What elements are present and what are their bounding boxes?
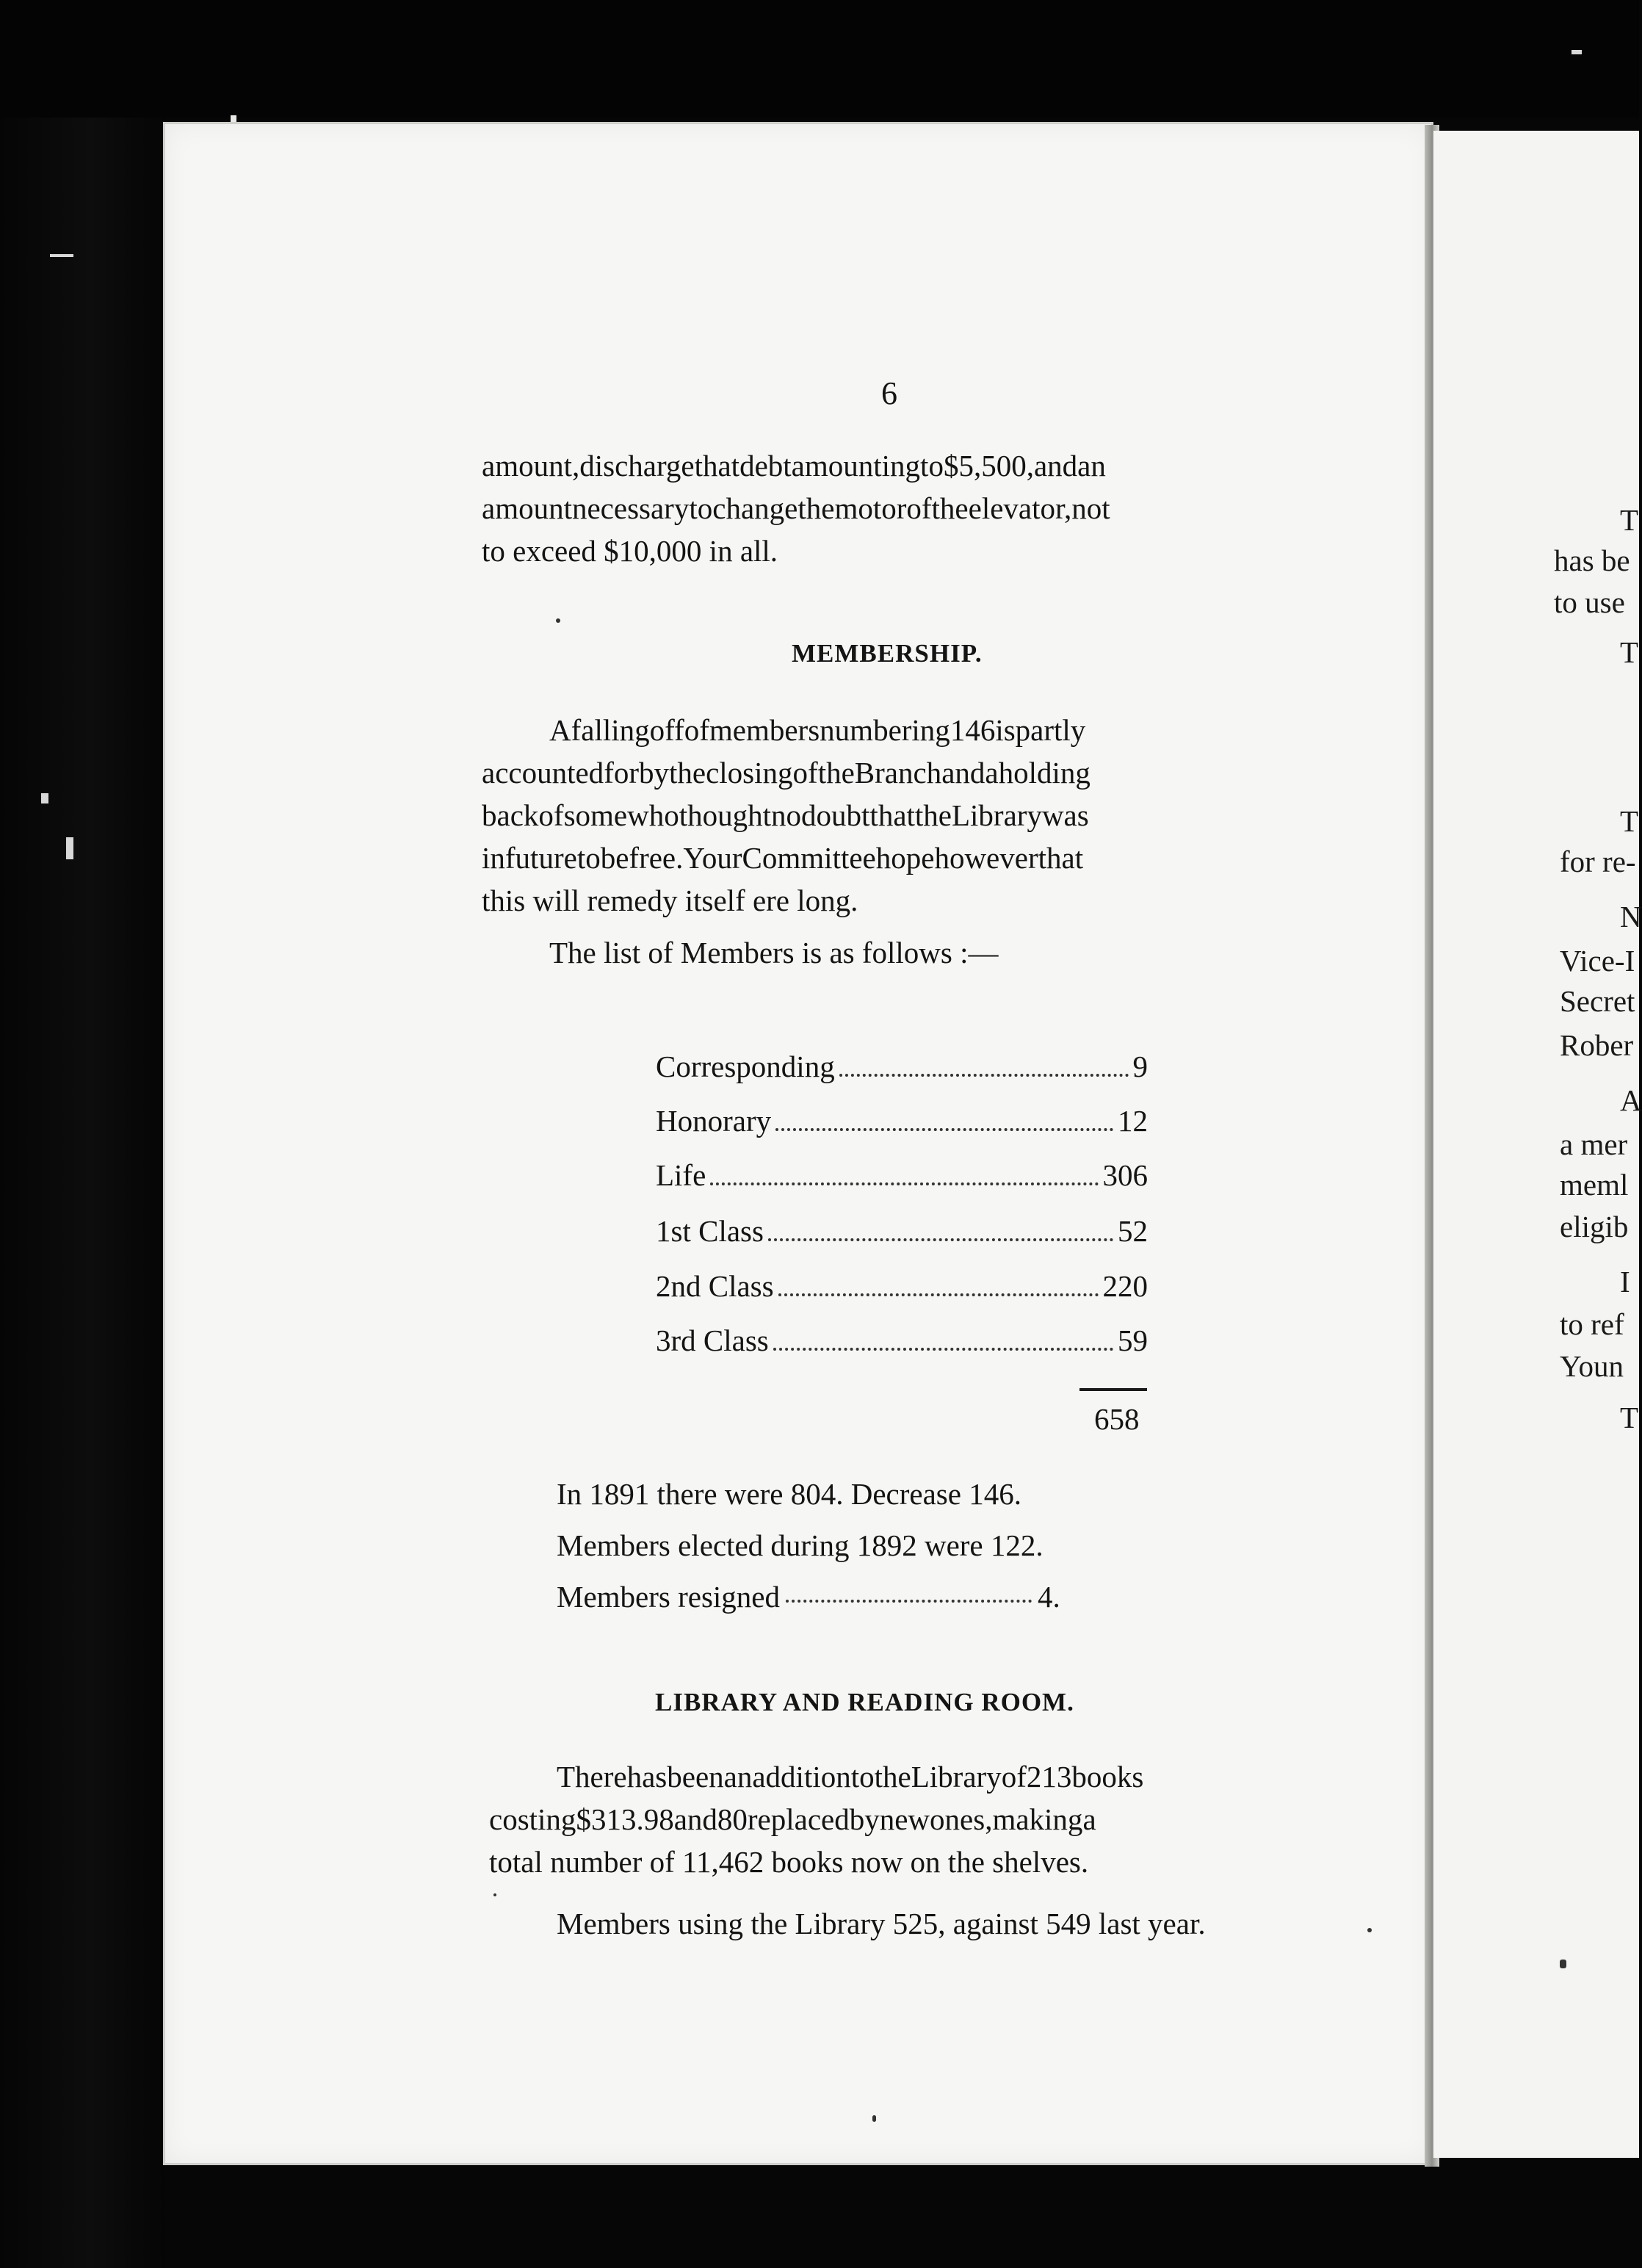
members-total: 658 [1094,1402,1140,1436]
facing-fragment: to use [1554,585,1625,619]
leader-dots [775,1128,1113,1131]
facing-fragment: N [1620,900,1642,933]
facing-fragment: A [1620,1083,1642,1117]
list-intro-text: The list of Members is as follows :— [549,936,999,969]
member-class-row [656,1314,1148,1358]
facing-fragment: T [1620,1401,1639,1434]
leader-dots [773,1348,1113,1351]
member-class-row [656,1260,1148,1304]
facing-fragment: I [1620,1265,1630,1299]
paragraph-line: backofsomewhothoughtnodoubtthattheLibrarywas [482,798,1089,832]
facing-fragment: T [1620,635,1639,669]
member-class-row [656,1149,1148,1193]
leader-dots [710,1182,1098,1185]
scan-background-left [0,118,165,2268]
facing-fragment: for re- [1560,845,1636,878]
leader-dots [786,1600,1032,1603]
member-class-label: 3rd Class [656,1323,769,1357]
ink-dot [872,2115,876,2122]
paragraph-line: costing$313.98and80replacedbynewones,makinga [489,1802,1096,1836]
member-class-row [656,1040,1148,1084]
paragraph-line: accountedforbytheclosingoftheBranchandaholding [482,756,1091,790]
paragraph-line: Afallingoffofmembersnumbering146ispartly [549,713,1086,747]
member-class-label: 1st Class [656,1214,764,1248]
library-usage-text: Members using the Library 525, against 549 last year. [557,1907,1206,1940]
paragraph-line: amount,dischargethatdebtamountingto$5,500,andan [482,449,1106,483]
resigned-value: 4. [1038,1580,1060,1614]
member-class-row [656,1094,1148,1138]
paragraph-line: infuturetobefree.YourCommitteehopehoweverthat [482,841,1084,875]
facing-fragment: T [1620,503,1639,537]
members-list-intro [549,931,999,974]
library-heading: LIBRARY AND READING ROOM. [655,1688,1074,1716]
member-class-label: 2nd Class [656,1269,774,1303]
facing-fragment: to ref [1560,1307,1624,1341]
scan-speck [1572,50,1582,54]
member-class-count: 59 [1118,1323,1148,1357]
facing-fragment: meml [1560,1168,1629,1202]
paragraph-line: TherehasbeenanadditiontotheLibraryof213books [557,1760,1144,1794]
scan-speck [50,254,73,257]
continued-paragraph [482,444,1312,572]
facing-fragment: Vice-I [1560,944,1635,978]
page-number: 6 [881,375,897,411]
ink-dot [493,1893,496,1896]
facing-fragment: has be [1554,543,1630,577]
resigned-line [557,1579,1060,1614]
member-class-count: 220 [1102,1269,1148,1303]
member-class-count: 306 [1102,1158,1148,1192]
total-rule [1079,1388,1147,1391]
facing-fragment: a mer [1560,1127,1628,1161]
ink-dot [1560,1960,1566,1968]
membership-heading: MEMBERSHIP. [792,639,983,668]
membership-paragraph [482,709,1312,922]
member-class-row [656,1205,1148,1249]
paragraph-line: amountnecessarytochangethemotoroftheelevator,not [482,491,1110,525]
member-class-count: 52 [1118,1214,1148,1248]
facing-fragment: Youn [1560,1349,1624,1383]
leader-dots [768,1238,1113,1241]
leader-dots [778,1293,1099,1296]
leader-dots [839,1074,1129,1077]
member-class-count: 9 [1132,1050,1148,1083]
stat-line: Members elected during 1892 were 122. [557,1528,1044,1562]
library-paragraph [489,1755,1319,1883]
paragraph-line: to exceed $10,000 in all. [482,534,778,568]
scan-speck [66,837,73,859]
ink-dot [556,618,560,623]
resigned-label: Members resigned [557,1580,780,1614]
member-class-label: Corresponding [656,1050,835,1083]
scan-background-top [0,0,1639,118]
member-class-count: 12 [1118,1104,1148,1138]
facing-fragment: Rober [1560,1028,1634,1062]
stat-line: In 1891 there were 804. Decrease 146. [557,1477,1021,1511]
member-class-label: Life [656,1158,706,1192]
member-class-label: Honorary [656,1104,772,1138]
facing-fragment: eligib [1560,1210,1629,1243]
library-usage [557,1902,1206,1945]
scan-speck [41,793,48,803]
paragraph-line: total number of 11,462 books now on the shelves. [489,1845,1089,1879]
paragraph-line: this will remedy itself ere long. [482,884,858,917]
facing-fragment: T [1620,804,1639,838]
ink-dot [1367,1928,1372,1932]
facing-fragment: Secret [1560,984,1635,1018]
